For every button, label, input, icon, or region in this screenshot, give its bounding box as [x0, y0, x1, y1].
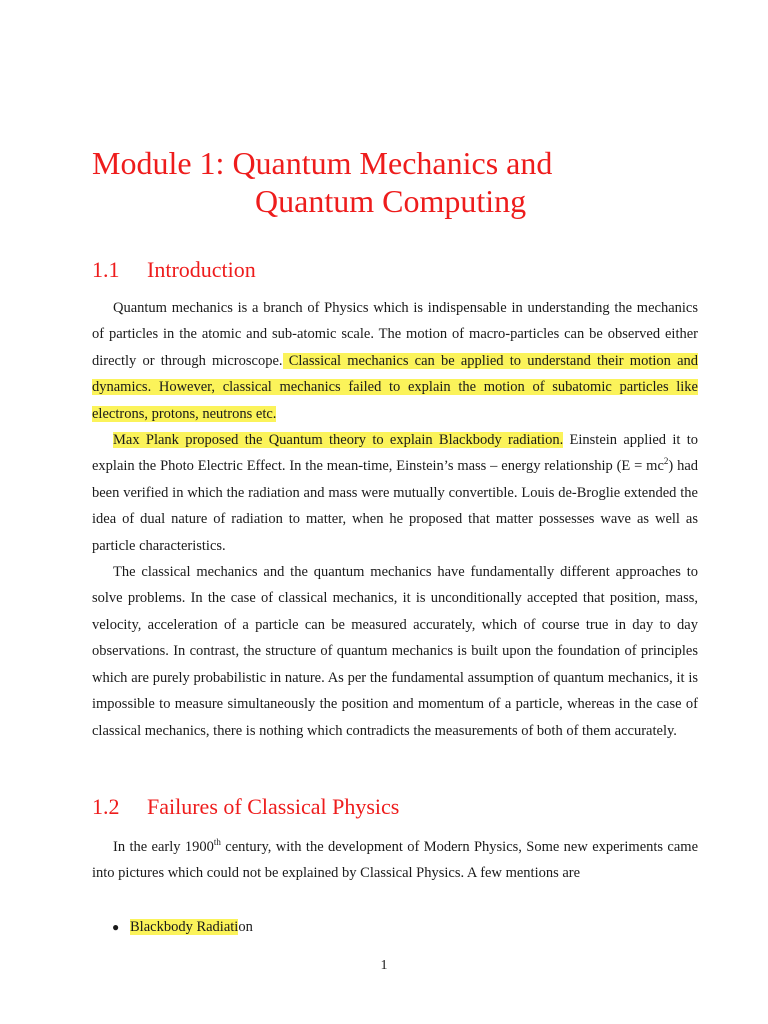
failures-bullet-list: [112, 914, 253, 940]
module-title: [92, 144, 552, 220]
bullet-icon: ●: [112, 920, 120, 934]
intro-p2-text-end: ) had been verified in which the radiation and mass were mutually convertible. Louis de-Broglie extended the idea of dual nature of radiation to matter, when he proposed that matter possesses wave as well as particle characteristics.: [92, 458, 699, 554]
module-title-line2: Quantum Computing: [255, 183, 527, 219]
section-title: Failures of Classical Physics: [147, 794, 400, 819]
failures-body: [92, 834, 698, 887]
failures-p1-superscript: th: [213, 837, 221, 848]
bullet-highlight: Blackbody Radiati: [130, 919, 239, 935]
section-number: 1.2: [92, 794, 120, 819]
section-number: 1.1: [92, 257, 120, 282]
failures-paragraph-1: [92, 834, 698, 887]
intro-p1-highlight: Classical mechanics can be applied to understand their motion and dynamics. However, classical mechanics failed to explain the motion of subatomic particles like electrons, protons, neutrons etc.: [92, 352, 699, 422]
introduction-body: [92, 295, 698, 744]
module-title-line1: Module 1: Quantum Mechanics and: [92, 145, 553, 181]
intro-paragraph-3: The classical mechanics and the quantum mechanics have fundamentally different approaches to solve problems. In the case of classical mechanics, it is unconditionally accepted that position, mass, velocity, acceleration of a particle can be measured accurately, which of course true in day to day observations. In contrast, the structure of quantum mechanics is built upon the foundation of principles which are purely probabilistic in nature. As per the fundamental assumption of quantum mechanics, it is impossible to measure simultaneously the position and momentum of a particle, whereas in the case of classical mechanics, there is nothing which contradicts the measurements of both of them accurately.: [92, 564, 698, 739]
intro-paragraph-2: [92, 427, 698, 559]
section-heading-introduction: [92, 257, 256, 283]
failures-p1-text-end: century, with the development of Modern Physics, Some new experiments came into pictures which could not be explained by Classical Physics. A few mentions are: [92, 839, 699, 882]
intro-p2-text: Einstein applied it to explain the Photo Electric Effect. In the mean-time, Einstein’s mass – energy relationship (E = mc: [92, 432, 698, 475]
section-title: Introduction: [147, 257, 256, 282]
bullet-text: on: [238, 919, 253, 935]
intro-paragraph-1: [92, 295, 698, 427]
intro-p2-highlight: Max Plank proposed the Quantum theory to explain Blackbody radiation.: [113, 432, 564, 449]
section-heading-failures: [92, 794, 399, 820]
intro-p1-text: Quantum mechanics is a branch of Physics which is indispensable in understanding the mechanics of particles in the atomic and sub-atomic scale. The motion of macro-particles can be observed either directly or through microscope.: [92, 300, 698, 369]
page-number: 1: [380, 958, 388, 973]
intro-p2-superscript: 2: [663, 456, 669, 467]
failures-p1-text: In the early 1900: [113, 839, 214, 855]
list-item: [112, 914, 253, 940]
